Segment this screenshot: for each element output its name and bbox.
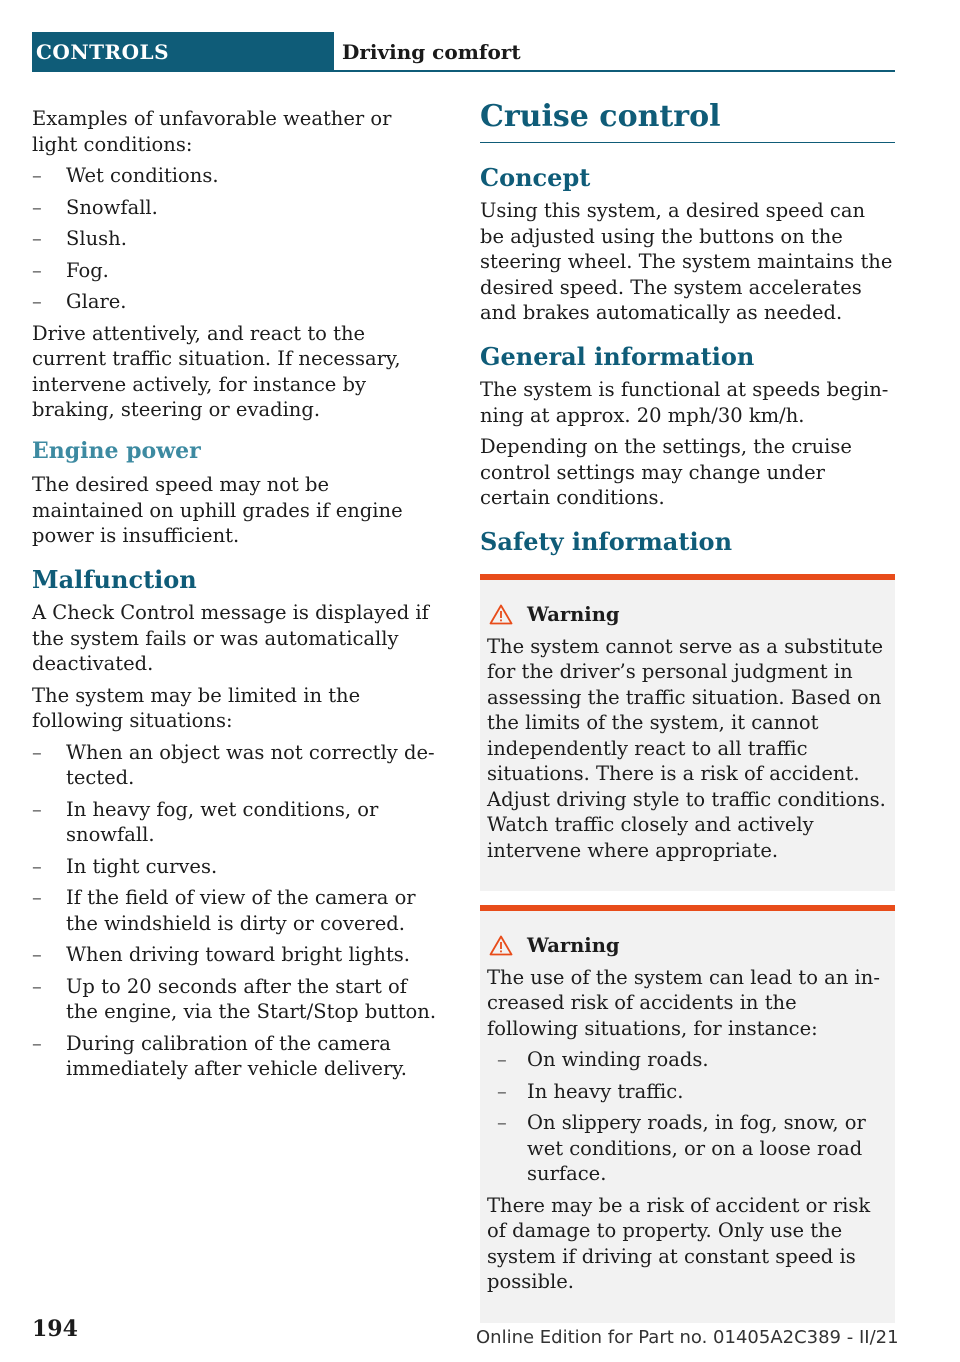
page-number: 194 — [32, 1316, 78, 1342]
footer-edition: Online Edition for Part no. 01405A2C389 - II/21 — [476, 1327, 899, 1348]
dash-bullet: – — [32, 195, 42, 219]
dash-bullet: – — [32, 164, 42, 187]
cruise-control-title: Cruise control — [480, 104, 895, 143]
dash-bullet: – — [497, 1111, 507, 1134]
general-information-heading: General information — [480, 341, 755, 371]
list-item: – When driving toward bright lights. — [32, 943, 411, 966]
concept-text: Using this system, a desired speed can be adjusted using the buttons on the steering wheel. The system maintains the desired speed. The system accelerates and brakes automatically as needed. — [480, 199, 893, 324]
warning-text: The use of the system can lead to an increased risk of accidents in the following situations, for instance: — [487, 965, 880, 1040]
dash-bullet: – — [32, 886, 42, 909]
dash-bullet: – — [32, 290, 42, 313]
dash-bullet: – — [32, 854, 42, 878]
warning-triangle-icon — [489, 604, 513, 625]
dash-bullet: – — [32, 943, 42, 966]
right-column — [480, 99, 895, 1323]
list-item: – In tight curves. — [32, 854, 218, 878]
warning-text: The system cannot serve as a substitute for the driver’s personal judgment in assessing the traffic situation. Based on the limits of the system, it cannot independently react to all traffic situations. There is a risk of accident. Adjust driving style to traffic conditions. Watch traffic closely and actively intervene where appropriate. — [487, 634, 886, 862]
conditions-list — [32, 163, 442, 315]
dash-bullet: – — [32, 1031, 42, 1055]
dash-bullet: – — [497, 1048, 507, 1071]
list-item: – When an object was not correctly detected. — [32, 740, 435, 789]
list-item: – In heavy fog, wet conditions, or snowfall. — [32, 797, 379, 846]
list-item: – Snowfall. — [32, 195, 158, 219]
list-item: – During calibration of the camera immediately after vehicle delivery. — [32, 1031, 407, 1080]
malfunction-text: A Check Control message is displayed if the system fails or was automatically deactivated. — [32, 601, 429, 675]
general-information-text-1: The system is functional at speeds beginning at approx. 20 mph/30 km/h. — [480, 378, 889, 427]
warning-box — [480, 905, 895, 1323]
warning-header — [487, 602, 887, 628]
warning-title: Warning — [527, 934, 620, 957]
topic-title: Driving comfort — [342, 40, 521, 64]
list-item: – If the field of view of the camera or the windshield is dirty or covered. — [32, 886, 416, 935]
dash-bullet: – — [32, 797, 42, 821]
section-tab: CONTROLS — [32, 32, 334, 72]
warning-box — [480, 574, 895, 891]
safety-information-heading: Safety information — [480, 526, 733, 556]
malfunction-heading: Malfunction — [32, 564, 197, 594]
engine-power-text: The desired speed may not be maintained on uphill grades if engine power is insufficient. — [32, 473, 403, 547]
warning-triangle-icon — [489, 935, 513, 956]
dash-bullet: – — [32, 258, 42, 282]
list-item: – Glare. — [32, 290, 127, 313]
list-item: – Up to 20 seconds after the start of the engine, via the Start/Stop button. — [32, 974, 437, 1023]
general-information-text-2: Depending on the settings, the cruise control settings may change under certain conditions. — [480, 435, 852, 509]
dash-bullet: – — [32, 974, 42, 998]
limited-text: The system may be limited in the following situations: — [32, 683, 361, 732]
list-item: – On winding roads. — [497, 1048, 709, 1071]
engine-power-heading: Engine power — [32, 437, 201, 464]
list-item: – Wet conditions. — [32, 164, 219, 187]
page-header — [32, 32, 895, 72]
warning-situations-list — [487, 1047, 887, 1187]
dash-bullet: – — [32, 740, 42, 764]
concept-heading: Concept — [480, 162, 591, 192]
conditions-intro: Examples of unfavorable weather or light conditions: — [32, 107, 392, 156]
dash-bullet: – — [32, 227, 42, 250]
list-item: – On slippery roads, in fog, snow, or wet conditions, or on a loose road surface. — [497, 1111, 866, 1185]
warning-closing-text: There may be a risk of accident or risk of damage to property. Only use the system if driving at constant speed is possible. — [487, 1193, 871, 1293]
drive-attentively-text: Drive attentively, and react to the current traffic situation. If necessary, intervene actively, for instance by braking, steering or evading. — [32, 321, 401, 421]
warning-header — [487, 933, 887, 959]
list-item: – Slush. — [32, 227, 127, 250]
list-item: – Fog. — [32, 258, 109, 282]
left-column — [32, 106, 442, 1088]
dash-bullet: – — [497, 1079, 507, 1103]
header-rule — [330, 70, 895, 72]
list-item: – In heavy traffic. — [497, 1079, 684, 1103]
warning-title: Warning — [527, 603, 620, 626]
limitations-list — [32, 740, 442, 1082]
